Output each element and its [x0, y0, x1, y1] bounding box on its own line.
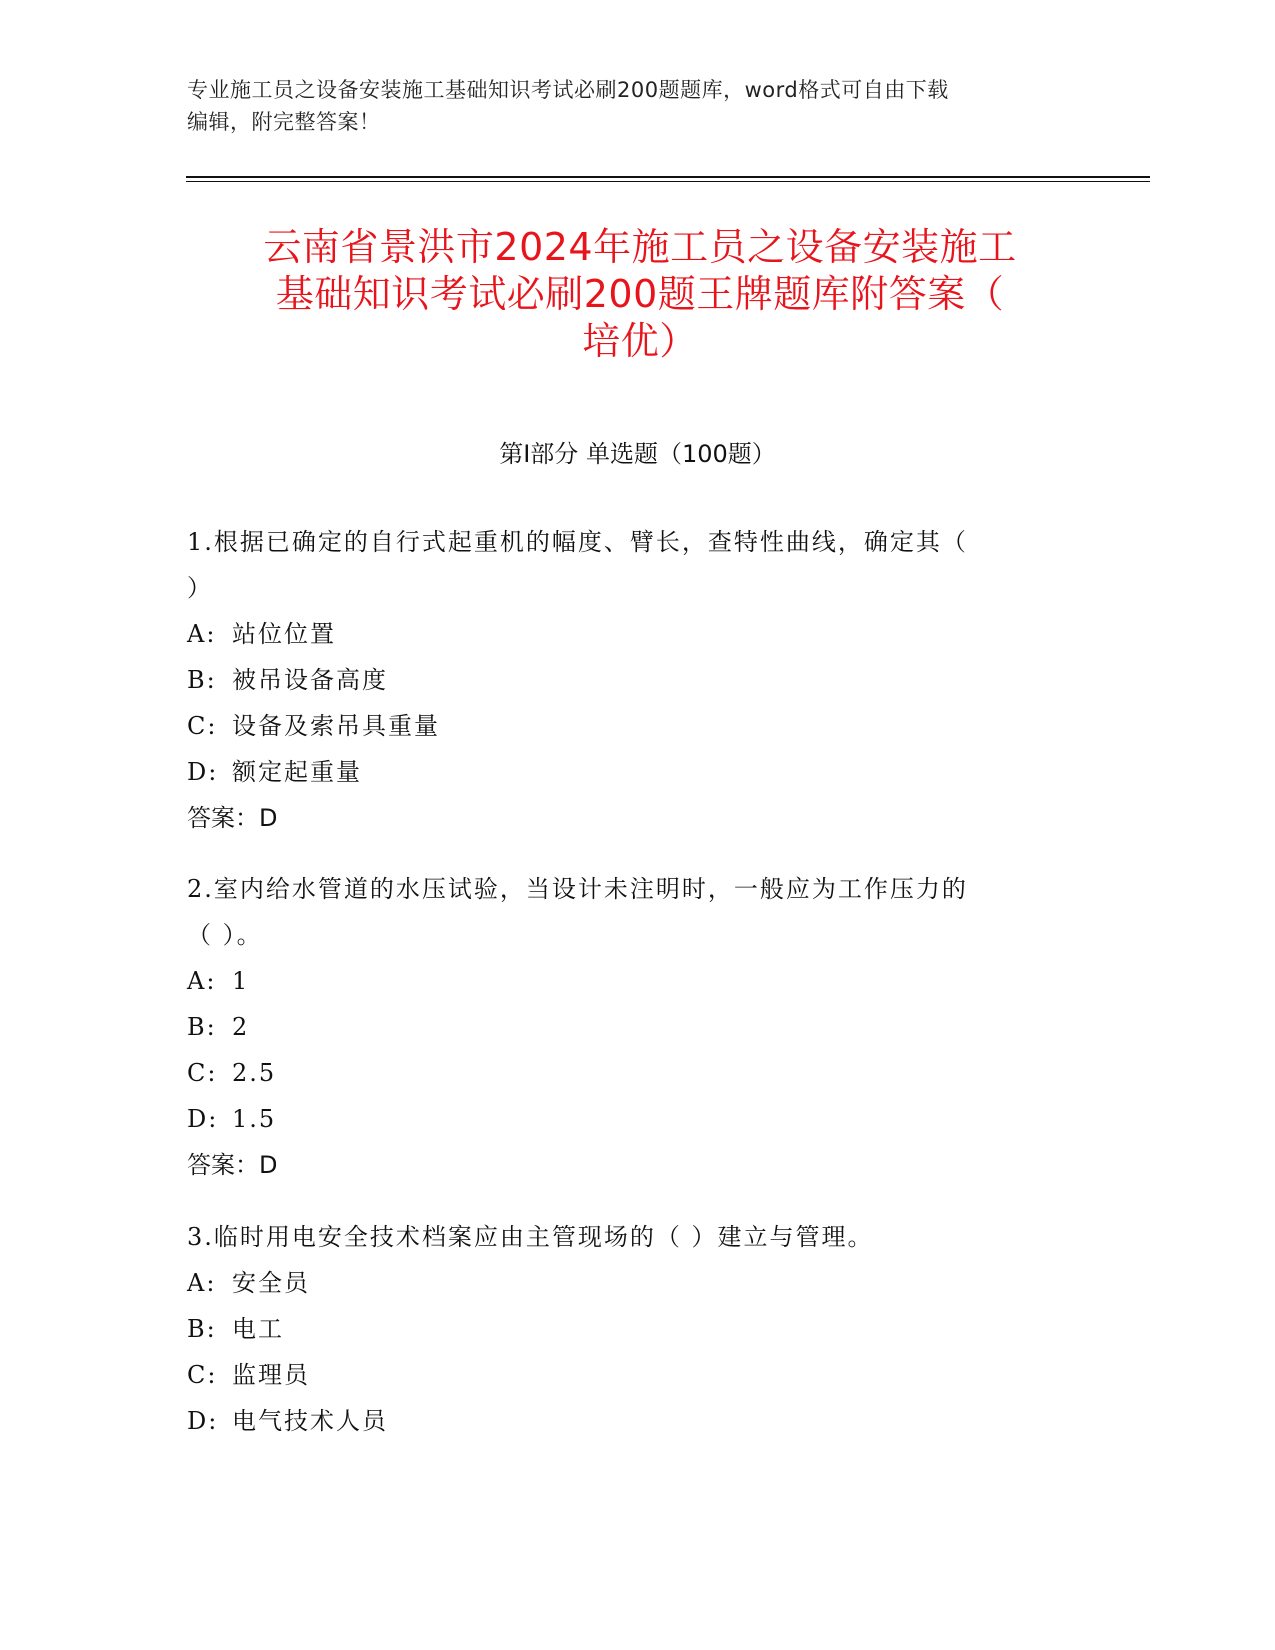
question-1-option-c — [187, 703, 1087, 749]
question-1-option-a — [187, 611, 1087, 657]
question-2-stem — [187, 866, 1087, 958]
question-3-option-c — [187, 1352, 1087, 1398]
question-3-stem-line-1: 3.临时用电安全技术档案应由主管现场的（ ）建立与管理。 — [187, 1223, 874, 1251]
option-key: B: — [187, 1013, 217, 1041]
document-title-line-2: 基础知识考试必刷200题王牌题库附答案（ — [275, 272, 1005, 316]
option-text: 1 — [232, 967, 250, 995]
option-text: 被吊设备高度 — [232, 666, 388, 694]
option-text: 2.5 — [232, 1059, 277, 1087]
question-2-option-b — [187, 1004, 1087, 1050]
question-1 — [187, 519, 1087, 841]
option-text: 电工 — [232, 1315, 284, 1343]
option-key: C: — [187, 712, 218, 740]
question-2-stem-line-2: （ ）。 — [187, 921, 263, 949]
document-title-line-3: 培优） — [582, 319, 698, 363]
option-text: 1.5 — [232, 1105, 277, 1133]
question-1-answer: 答案：D — [187, 804, 278, 832]
option-text: 安全员 — [232, 1269, 310, 1297]
question-2-option-a — [187, 958, 1087, 1004]
option-text: 额定起重量 — [232, 758, 362, 786]
question-3-option-d — [187, 1398, 1087, 1444]
option-key: C: — [187, 1059, 218, 1087]
option-key: C: — [187, 1361, 218, 1389]
option-key: D: — [187, 758, 219, 786]
header-divider-thick — [186, 176, 1150, 178]
question-3 — [187, 1214, 1087, 1444]
question-1-option-d — [187, 749, 1087, 795]
question-2-stem-line-1: 2.室内给水管道的水压试验，当设计未注明时，一般应为工作压力的 — [187, 875, 968, 903]
question-3-option-a — [187, 1260, 1087, 1306]
option-text: 设备及索吊具重量 — [232, 712, 440, 740]
option-text: 站位位置 — [232, 620, 336, 648]
option-key: D: — [187, 1105, 219, 1133]
question-2-answer: 答案：D — [187, 1151, 278, 1179]
header-divider-thin — [186, 181, 1150, 182]
option-text: 电气技术人员 — [232, 1407, 388, 1435]
question-1-stem — [187, 519, 1087, 611]
option-key: D: — [187, 1407, 219, 1435]
question-1-stem-line-1: 1.根据已确定的自行式起重机的幅度、臂长，查特性曲线，确定其（ — [187, 528, 968, 556]
question-1-stem-line-2: ） — [187, 574, 213, 602]
option-key: B: — [187, 666, 217, 694]
option-key: A: — [187, 1269, 217, 1297]
question-3-stem — [187, 1214, 1087, 1260]
option-text: 监理员 — [232, 1361, 310, 1389]
header-note-line-2: 编辑，附完整答案！ — [187, 110, 381, 134]
option-key: A: — [187, 620, 217, 648]
section-heading: 第Ⅰ部分 单选题（100题） — [499, 440, 776, 468]
question-3-option-b — [187, 1306, 1087, 1352]
document-title — [170, 224, 1110, 365]
header-note-line-1: 专业施工员之设备安装施工基础知识考试必刷200题题库，word格式可自由下载 — [187, 78, 949, 102]
question-1-option-b — [187, 657, 1087, 703]
header-note — [187, 74, 1067, 138]
document-title-line-1: 云南省景洪市2024年施工员之设备安装施工 — [263, 225, 1017, 269]
option-key: A: — [187, 967, 217, 995]
question-2 — [187, 866, 1087, 1188]
option-text: 2 — [232, 1013, 250, 1041]
option-key: B: — [187, 1315, 217, 1343]
question-2-option-c — [187, 1050, 1087, 1096]
question-2-option-d — [187, 1096, 1087, 1142]
